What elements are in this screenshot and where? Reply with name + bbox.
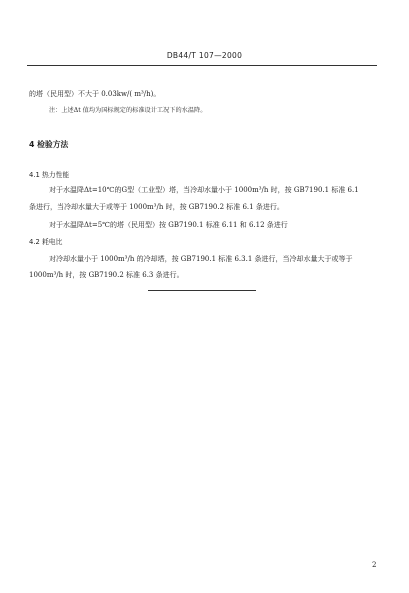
subsection-heading-4-2: 4.2 耗电比 [29, 238, 63, 246]
paragraph-4-2-line-2: 1000m³/h 时，按 GB7190.2 标准 6.3 条进行。 [29, 271, 184, 279]
paragraph-4-1-line-3: 对于水温降Δt=5℃的塔（民用型）按 GB7190.1 标准 6.11 和 6.12 条进行 [49, 221, 288, 229]
section-heading-4: 4 检验方法 [29, 140, 69, 149]
note-text: 注：上述Δt 值均为国标规定的标准设计工况下的水温降。 [49, 107, 207, 114]
paragraph-4-1-line-2: 条进行，当冷却水量大于或等于 1000m³/h 时，按 GB7190.2 标准 6.1 条进行。 [29, 203, 284, 211]
subsection-heading-4-1: 4.1 热力性能 [29, 171, 70, 179]
end-of-text-rule [148, 290, 256, 291]
paragraph-4-1-line-1: 对于水温降Δt=10℃的G型（工业型）塔，当冷却水量小于 1000m³/h 时，按 GB7190.1 标准 6.1 [49, 186, 359, 194]
standard-code-header: DB44/T 107—2000 [166, 51, 243, 60]
header-divider [27, 65, 377, 66]
page-number: 2 [372, 561, 377, 569]
paragraph-4-2-line-1: 对冷却水量小于 1000m³/h 的冷却塔，按 GB7190.1 标准 6.3.1 条进行，当冷却水量大于或等于 [49, 255, 353, 263]
continued-paragraph-line: 的塔（民用型）不大于 0.03kw/( m³/h)。 [29, 90, 161, 98]
